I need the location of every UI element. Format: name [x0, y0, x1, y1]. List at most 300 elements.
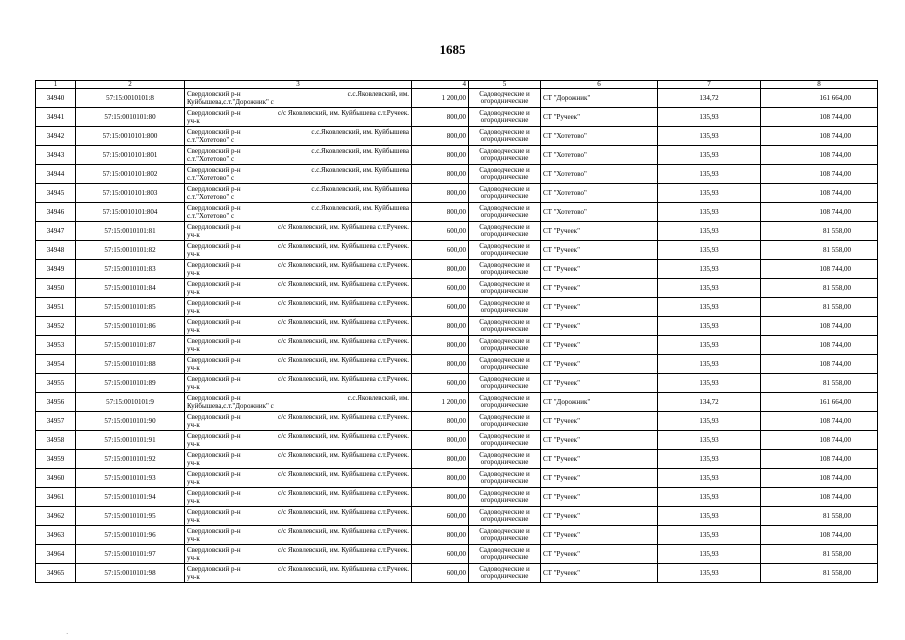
- table-row: [36, 450, 878, 469]
- land-use-cell: [469, 108, 541, 127]
- address-line-1: [187, 546, 409, 554]
- address-district: Свердловский р-н: [187, 375, 241, 383]
- address-line-2: с.т."Хотетово" с: [187, 212, 235, 220]
- address-line-1: [187, 356, 409, 364]
- cadastral-number: 57:15:0010101:82: [76, 241, 185, 260]
- address-line-1: [187, 413, 409, 421]
- cadastral-value: 108 744,00: [761, 184, 878, 203]
- address-cell: [185, 146, 412, 165]
- area-value: 800,00: [412, 127, 469, 146]
- specific-value: 135,93: [658, 298, 761, 317]
- area-value: 600,00: [412, 374, 469, 393]
- address-cell: [185, 450, 412, 469]
- cadastral-value: 108 744,00: [761, 450, 878, 469]
- address-line-1: [187, 166, 409, 174]
- land-use-line-2: огороднические: [480, 344, 529, 352]
- address-district: Свердловский р-н: [187, 318, 241, 326]
- column-header: 4: [412, 81, 469, 89]
- specific-value: 135,93: [658, 108, 761, 127]
- address-line-1: [187, 280, 409, 288]
- land-use-line-1: Садоводческие и: [479, 527, 530, 535]
- address-line-2: уч-к: [187, 269, 200, 277]
- address-cell: [185, 108, 412, 127]
- cadastral-value: 81 558,00: [761, 545, 878, 564]
- address-locality: с.с.Яковлевский, им. Куйбышева: [311, 147, 409, 155]
- land-use-line-1: Садоводческие и: [479, 451, 530, 459]
- address-district: Свердловский р-н: [187, 451, 241, 459]
- land-use-line-1: Садоводческие и: [479, 299, 530, 307]
- land-use-cell: [469, 89, 541, 108]
- address-locality: с.с.Яковлевский, им. Куйбышева: [311, 128, 409, 136]
- land-use-line-2: огороднические: [480, 439, 529, 447]
- partnership-name: СТ "Ручеек": [541, 564, 658, 583]
- land-use-line-2: огороднические: [480, 135, 529, 143]
- table-row: [36, 89, 878, 108]
- partnership-name: СТ "Хотетово": [541, 146, 658, 165]
- row-number: 34945: [36, 184, 76, 203]
- cadastral-number: 57:15:0010101:9: [76, 393, 185, 412]
- partnership-name: СТ "Ручеек": [541, 336, 658, 355]
- area-value: 800,00: [412, 317, 469, 336]
- land-use-line-1: Садоводческие и: [479, 565, 530, 573]
- land-use-line-1: Садоводческие и: [479, 261, 530, 269]
- address-line-1: [187, 299, 409, 307]
- cadastral-number: 57:15:0010101:89: [76, 374, 185, 393]
- land-use-cell: [469, 412, 541, 431]
- land-use-cell: [469, 355, 541, 374]
- cadastral-value: 108 744,00: [761, 108, 878, 127]
- specific-value: 135,93: [658, 184, 761, 203]
- land-use-line-1: Садоводческие и: [479, 185, 530, 193]
- row-number: 34960: [36, 469, 76, 488]
- land-use-line-2: огороднические: [480, 230, 529, 238]
- area-value: 800,00: [412, 488, 469, 507]
- land-use-line-2: огороднические: [480, 515, 529, 523]
- address-locality: с/с Яковлевский, им. Куйбышева с.т.Ручеек.: [277, 489, 409, 497]
- specific-value: 135,93: [658, 526, 761, 545]
- land-use-line-2: огороднические: [480, 534, 529, 542]
- row-number: 34946: [36, 203, 76, 222]
- address-line-1: [187, 451, 409, 459]
- address-line-2: уч-к: [187, 516, 200, 524]
- address-line-2: уч-к: [187, 364, 200, 372]
- cadastral-number: 57:15:0010101:95: [76, 507, 185, 526]
- area-value: 600,00: [412, 564, 469, 583]
- address-line-2: уч-к: [187, 307, 200, 315]
- area-value: 600,00: [412, 507, 469, 526]
- partnership-name: СТ "Ручеек": [541, 507, 658, 526]
- area-value: 600,00: [412, 222, 469, 241]
- land-use-line-1: Садоводческие и: [479, 413, 530, 421]
- address-line-2: уч-к: [187, 459, 200, 467]
- table-body: [36, 89, 878, 583]
- address-district: Свердловский р-н: [187, 280, 241, 288]
- page-number: 1685: [439, 42, 466, 57]
- table-row: [36, 393, 878, 412]
- table-row: [36, 279, 878, 298]
- specific-value: 135,93: [658, 146, 761, 165]
- land-use-cell: [469, 336, 541, 355]
- address-locality: с/с Яковлевский, им. Куйбышева с.т.Ручеек.: [277, 451, 409, 459]
- column-header: 1: [36, 81, 76, 89]
- address-district: Свердловский р-н: [187, 508, 241, 516]
- address-line-2: с.т."Хотетово" с: [187, 155, 235, 163]
- cadastral-number: 57:15:0010101:80: [76, 108, 185, 127]
- land-use-line-1: Садоводческие и: [479, 280, 530, 288]
- row-number: 34948: [36, 241, 76, 260]
- address-line-1: [187, 470, 409, 478]
- address-line-1: [187, 508, 409, 516]
- land-use-line-2: огороднические: [480, 382, 529, 390]
- land-use-cell: [469, 146, 541, 165]
- row-number: 34965: [36, 564, 76, 583]
- table-row: [36, 564, 878, 583]
- address-district: Свердловский р-н: [187, 261, 241, 269]
- specific-value: 135,93: [658, 336, 761, 355]
- partnership-name: СТ "Ручеек": [541, 469, 658, 488]
- land-use-line-2: огороднические: [480, 401, 529, 409]
- row-number: 34962: [36, 507, 76, 526]
- specific-value: 135,93: [658, 545, 761, 564]
- land-use-line-2: огороднические: [480, 211, 529, 219]
- cadastral-value: 108 744,00: [761, 469, 878, 488]
- land-use-line-2: огороднические: [480, 420, 529, 428]
- row-number: 34944: [36, 165, 76, 184]
- address-line-1: [187, 432, 409, 440]
- cadastral-number: 57:15:0010101:96: [76, 526, 185, 545]
- table-row: [36, 146, 878, 165]
- address-district: Свердловский р-н: [187, 90, 241, 98]
- partnership-name: СТ "Ручеек": [541, 545, 658, 564]
- partnership-name: СТ "Ручеек": [541, 488, 658, 507]
- land-use-line-1: Садоводческие и: [479, 318, 530, 326]
- cadastral-number: 57:15:0010101:801: [76, 146, 185, 165]
- table-row: [36, 336, 878, 355]
- address-district: Свердловский р-н: [187, 565, 241, 573]
- address-cell: [185, 184, 412, 203]
- land-use-line-1: Садоводческие и: [479, 470, 530, 478]
- land-use-line-2: огороднические: [480, 287, 529, 295]
- address-cell: [185, 412, 412, 431]
- cadastral-value: 161 664,00: [761, 89, 878, 108]
- column-header: 6: [541, 81, 658, 89]
- address-district: Свердловский р-н: [187, 109, 241, 117]
- address-line-1: [187, 261, 409, 269]
- land-use-line-1: Садоводческие и: [479, 375, 530, 383]
- cadastral-value: 108 744,00: [761, 165, 878, 184]
- area-value: 800,00: [412, 146, 469, 165]
- area-value: 800,00: [412, 260, 469, 279]
- specific-value: 135,93: [658, 507, 761, 526]
- row-number: 34957: [36, 412, 76, 431]
- address-district: Свердловский р-н: [187, 166, 241, 174]
- partnership-name: СТ "Ручеек": [541, 450, 658, 469]
- land-use-cell: [469, 488, 541, 507]
- address-cell: [185, 431, 412, 450]
- address-line-1: [187, 242, 409, 250]
- land-use-cell: [469, 279, 541, 298]
- cadastral-value: 81 558,00: [761, 298, 878, 317]
- land-use-cell: [469, 298, 541, 317]
- address-cell: [185, 336, 412, 355]
- area-value: 600,00: [412, 545, 469, 564]
- address-line-2: уч-к: [187, 440, 200, 448]
- address-line-1: [187, 223, 409, 231]
- cadastral-number: 57:15:0010101:85: [76, 298, 185, 317]
- address-cell: [185, 545, 412, 564]
- address-cell: [185, 298, 412, 317]
- area-value: 600,00: [412, 279, 469, 298]
- address-cell: [185, 526, 412, 545]
- address-district: Свердловский р-н: [187, 470, 241, 478]
- address-locality: с/с Яковлевский, им. Куйбышева с.т.Ручеек.: [277, 470, 409, 478]
- land-use-line-2: огороднические: [480, 458, 529, 466]
- partnership-name: СТ "Ручеек": [541, 374, 658, 393]
- specific-value: 135,93: [658, 317, 761, 336]
- specific-value: 135,93: [658, 279, 761, 298]
- address-line-1: [187, 128, 409, 136]
- area-value: 800,00: [412, 526, 469, 545]
- address-cell: [185, 89, 412, 108]
- address-cell: [185, 355, 412, 374]
- partnership-name: СТ "Ручеек": [541, 317, 658, 336]
- address-line-1: [187, 147, 409, 155]
- area-value: 800,00: [412, 203, 469, 222]
- cadastral-value: 108 744,00: [761, 127, 878, 146]
- address-locality: с/с Яковлевский, им. Куйбышева с.т.Ручеек.: [277, 432, 409, 440]
- partnership-name: СТ "Хотетово": [541, 184, 658, 203]
- land-use-line-1: Садоводческие и: [479, 166, 530, 174]
- table-row: [36, 203, 878, 222]
- row-number: 34951: [36, 298, 76, 317]
- area-value: 800,00: [412, 450, 469, 469]
- land-use-cell: [469, 184, 541, 203]
- land-use-line-1: Садоводческие и: [479, 223, 530, 231]
- cadastral-number: 57:15:0010101:802: [76, 165, 185, 184]
- address-district: Свердловский р-н: [187, 223, 241, 231]
- cadastral-number: 57:15:0010101:93: [76, 469, 185, 488]
- land-use-cell: [469, 469, 541, 488]
- land-use-line-2: огороднические: [480, 477, 529, 485]
- cadastral-value: 108 744,00: [761, 260, 878, 279]
- address-locality: с/с Яковлевский, им. Куйбышева с.т.Ручеек.: [277, 527, 409, 535]
- land-use-line-2: огороднические: [480, 553, 529, 561]
- area-value: 1 200,00: [412, 393, 469, 412]
- row-number: 34954: [36, 355, 76, 374]
- cadastral-value: 108 744,00: [761, 317, 878, 336]
- land-use-line-2: огороднические: [480, 97, 529, 105]
- address-district: Свердловский р-н: [187, 242, 241, 250]
- cadastral-value: 81 558,00: [761, 374, 878, 393]
- row-number: 34952: [36, 317, 76, 336]
- address-district: Свердловский р-н: [187, 204, 241, 212]
- address-cell: [185, 507, 412, 526]
- address-district: Свердловский р-н: [187, 413, 241, 421]
- specific-value: 135,93: [658, 412, 761, 431]
- specific-value: 135,93: [658, 374, 761, 393]
- address-line-2: Куйбышева,с.т."Дорожник" с: [187, 402, 274, 410]
- area-value: 800,00: [412, 108, 469, 127]
- address-line-1: [187, 489, 409, 497]
- table-row: [36, 526, 878, 545]
- table-row: [36, 241, 878, 260]
- column-header: 3: [185, 81, 412, 89]
- address-district: Свердловский р-н: [187, 147, 241, 155]
- cadastral-value: 108 744,00: [761, 146, 878, 165]
- specific-value: 135,93: [658, 488, 761, 507]
- table-row: [36, 317, 878, 336]
- cadastral-number: 57:15:0010101:91: [76, 431, 185, 450]
- land-use-cell: [469, 260, 541, 279]
- land-use-line-1: Садоводческие и: [479, 546, 530, 554]
- partnership-name: СТ "Ручеек": [541, 298, 658, 317]
- row-number: 34943: [36, 146, 76, 165]
- land-use-line-1: Садоводческие и: [479, 109, 530, 117]
- address-line-2: уч-к: [187, 345, 200, 353]
- cadastral-number: 57:15:0010101:803: [76, 184, 185, 203]
- land-use-cell: [469, 545, 541, 564]
- cadastral-number: 57:15:0010101:804: [76, 203, 185, 222]
- cadastral-value: 108 744,00: [761, 488, 878, 507]
- address-line-1: [187, 337, 409, 345]
- address-locality: с/с Яковлевский, им. Куйбышева с.т.Ручеек.: [277, 261, 409, 269]
- specific-value: 135,93: [658, 450, 761, 469]
- cadastral-number: 57:15:0010101:84: [76, 279, 185, 298]
- area-value: 800,00: [412, 355, 469, 374]
- address-line-2: уч-к: [187, 383, 200, 391]
- address-cell: [185, 374, 412, 393]
- cadastral-value: 108 744,00: [761, 412, 878, 431]
- land-use-line-2: огороднические: [480, 325, 529, 333]
- address-locality: с.с.Яковлевский, им. Куйбышева: [311, 185, 409, 193]
- land-use-line-1: Садоводческие и: [479, 128, 530, 136]
- address-line-1: [187, 394, 409, 402]
- address-line-2: уч-к: [187, 117, 200, 125]
- land-use-line-2: огороднические: [480, 192, 529, 200]
- cadastral-number: 57:15:0010101:88: [76, 355, 185, 374]
- partnership-name: СТ "Ручеек": [541, 241, 658, 260]
- column-header: 2: [76, 81, 185, 89]
- cadastral-value: 108 744,00: [761, 431, 878, 450]
- specific-value: 135,93: [658, 564, 761, 583]
- partnership-name: СТ "Ручеек": [541, 260, 658, 279]
- address-locality: с/с Яковлевский, им. Куйбышева с.т.Ручеек.: [277, 413, 409, 421]
- table-row: [36, 222, 878, 241]
- row-number: 34950: [36, 279, 76, 298]
- table-row: [36, 355, 878, 374]
- address-line-1: [187, 204, 409, 212]
- row-number: 34961: [36, 488, 76, 507]
- address-locality: с/с Яковлевский, им. Куйбышева с.т.Ручеек.: [277, 356, 409, 364]
- address-locality: с.с.Яковлевский, им. Куйбышева: [311, 204, 409, 212]
- address-locality: с/с Яковлевский, им. Куйбышева с.т.Ручеек.: [277, 299, 409, 307]
- land-use-cell: [469, 393, 541, 412]
- cadastral-number: 57:15:0010101:86: [76, 317, 185, 336]
- table-row: [36, 165, 878, 184]
- address-locality: с/с Яковлевский, им. Куйбышева с.т.Ручеек.: [277, 280, 409, 288]
- partnership-name: СТ "Дорожник": [541, 393, 658, 412]
- specific-value: 135,93: [658, 127, 761, 146]
- address-district: Свердловский р-н: [187, 527, 241, 535]
- cadastral-number: 57:15:0010101:800: [76, 127, 185, 146]
- address-line-2: уч-к: [187, 535, 200, 543]
- land-use-cell: [469, 241, 541, 260]
- address-cell: [185, 222, 412, 241]
- partnership-name: СТ "Ручеек": [541, 108, 658, 127]
- land-use-line-2: огороднические: [480, 154, 529, 162]
- address-locality: с/с Яковлевский, им. Куйбышева с.т.Ручеек.: [277, 223, 409, 231]
- cadastral-number: 57:15:0010101:8: [76, 89, 185, 108]
- address-cell: [185, 279, 412, 298]
- address-line-2: Куйбышева,с.т."Дорожник" с: [187, 98, 274, 106]
- specific-value: 134,72: [658, 393, 761, 412]
- land-use-cell: [469, 450, 541, 469]
- address-locality: с/с Яковлевский, им. Куйбышева с.т.Ручеек.: [277, 109, 409, 117]
- row-number: 34953: [36, 336, 76, 355]
- partnership-name: СТ "Ручеек": [541, 222, 658, 241]
- partnership-name: СТ "Ручеек": [541, 355, 658, 374]
- column-header: 8: [761, 81, 878, 89]
- land-use-cell: [469, 374, 541, 393]
- address-district: Свердловский р-н: [187, 185, 241, 193]
- partnership-name: СТ "Хотетово": [541, 127, 658, 146]
- address-cell: [185, 564, 412, 583]
- address-line-1: [187, 318, 409, 326]
- area-value: 800,00: [412, 431, 469, 450]
- row-number: 34947: [36, 222, 76, 241]
- area-value: 600,00: [412, 298, 469, 317]
- cadastral-number: 57:15:0010101:98: [76, 564, 185, 583]
- area-value: 800,00: [412, 184, 469, 203]
- table-row: [36, 488, 878, 507]
- land-use-cell: [469, 317, 541, 336]
- partnership-name: СТ "Хотетово": [541, 165, 658, 184]
- table-header-row: [36, 81, 878, 89]
- specific-value: 135,93: [658, 222, 761, 241]
- cadastral-value: 81 558,00: [761, 564, 878, 583]
- address-cell: [185, 488, 412, 507]
- cadastral-number: 57:15:0010101:81: [76, 222, 185, 241]
- partnership-name: СТ "Ручеек": [541, 412, 658, 431]
- row-number: 34955: [36, 374, 76, 393]
- row-number: 34949: [36, 260, 76, 279]
- address-cell: [185, 165, 412, 184]
- table-row: [36, 108, 878, 127]
- address-cell: [185, 317, 412, 336]
- row-number: 34956: [36, 393, 76, 412]
- address-line-2: уч-к: [187, 573, 200, 581]
- address-cell: [185, 393, 412, 412]
- table-row: [36, 260, 878, 279]
- land-use-line-1: Садоводческие и: [479, 489, 530, 497]
- specific-value: 135,93: [658, 260, 761, 279]
- address-line-2: уч-к: [187, 478, 200, 486]
- cadastral-number: 57:15:0010101:83: [76, 260, 185, 279]
- table-row: [36, 298, 878, 317]
- address-district: Свердловский р-н: [187, 128, 241, 136]
- land-use-line-1: Садоводческие и: [479, 147, 530, 155]
- row-number: 34958: [36, 431, 76, 450]
- address-line-2: уч-к: [187, 288, 200, 296]
- cadastral-value: 81 558,00: [761, 279, 878, 298]
- land-use-line-1: Садоводческие и: [479, 508, 530, 516]
- land-use-line-1: Садоводческие и: [479, 242, 530, 250]
- land-use-cell: [469, 203, 541, 222]
- specific-value: 135,93: [658, 203, 761, 222]
- row-number: 34964: [36, 545, 76, 564]
- address-line-2: уч-к: [187, 326, 200, 334]
- row-number: 34959: [36, 450, 76, 469]
